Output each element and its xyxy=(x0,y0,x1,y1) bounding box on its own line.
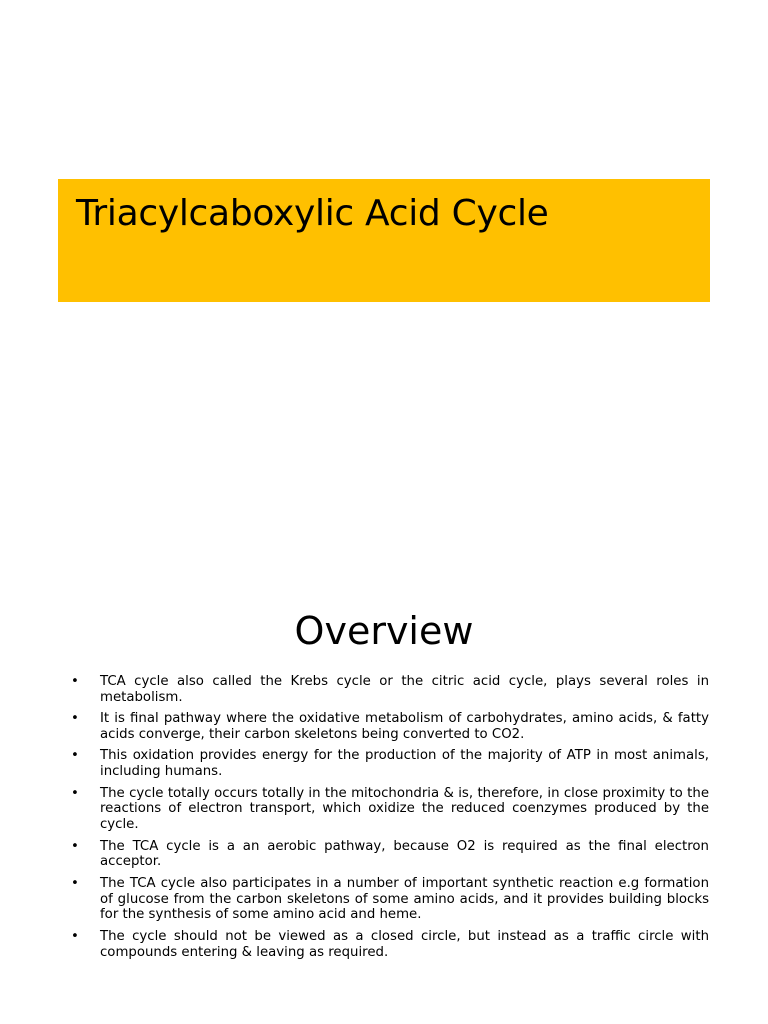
bullet-text: It is final pathway where the oxidative metabolism of carbohydrates, amino acids, & fatty acids converge, their carbon skeletons being converted to CO2. xyxy=(100,711,709,742)
bullet-list xyxy=(66,674,709,966)
bullet-marker: • xyxy=(71,785,79,801)
bullet-marker: • xyxy=(71,748,79,764)
bullet-item xyxy=(66,786,709,833)
bullet-item xyxy=(66,711,709,743)
bullet-text: The cycle totally occurs totally in the mitochondria & is, therefore, in close proximity to the reactions of electron transport, which oxidize the reduced coenzymes produced by the cycle. xyxy=(100,785,709,833)
bullet-marker: • xyxy=(71,711,79,727)
bullet-marker: • xyxy=(71,838,79,854)
bullet-text: TCA cycle also called the Krebs cycle or the citric acid cycle, plays several roles in metabolism. xyxy=(100,674,709,705)
bullet-item xyxy=(66,929,709,961)
bullet-item xyxy=(66,748,709,780)
bullet-marker: • xyxy=(71,875,79,891)
bullet-text: The TCA cycle also participates in a number of important synthetic reaction e.g formation of glucose from the carbon skeletons of some amino acids, and it provides building blocks for the synthesis of some amino acid and heme. xyxy=(100,875,709,923)
bullet-item xyxy=(66,876,709,923)
bullet-item xyxy=(66,674,709,706)
bullet-item xyxy=(66,839,709,871)
slide-title: Triacylcaboxylic Acid Cycle xyxy=(76,193,549,234)
overview-heading: Overview xyxy=(294,609,474,653)
bullet-marker: • xyxy=(71,928,79,944)
bullet-marker: • xyxy=(71,674,79,689)
bullet-text: The TCA cycle is a an aerobic pathway, because O2 is required as the final electron acceptor. xyxy=(100,838,709,870)
overview-slide xyxy=(0,576,768,1024)
bullet-text: This oxidation provides energy for the production of the majority of ATP in most animals, including humans. xyxy=(100,748,709,780)
bullet-text: The cycle should not be viewed as a closed circle, but instead as a traffic circle with compounds entering & leaving as required. xyxy=(100,928,709,960)
